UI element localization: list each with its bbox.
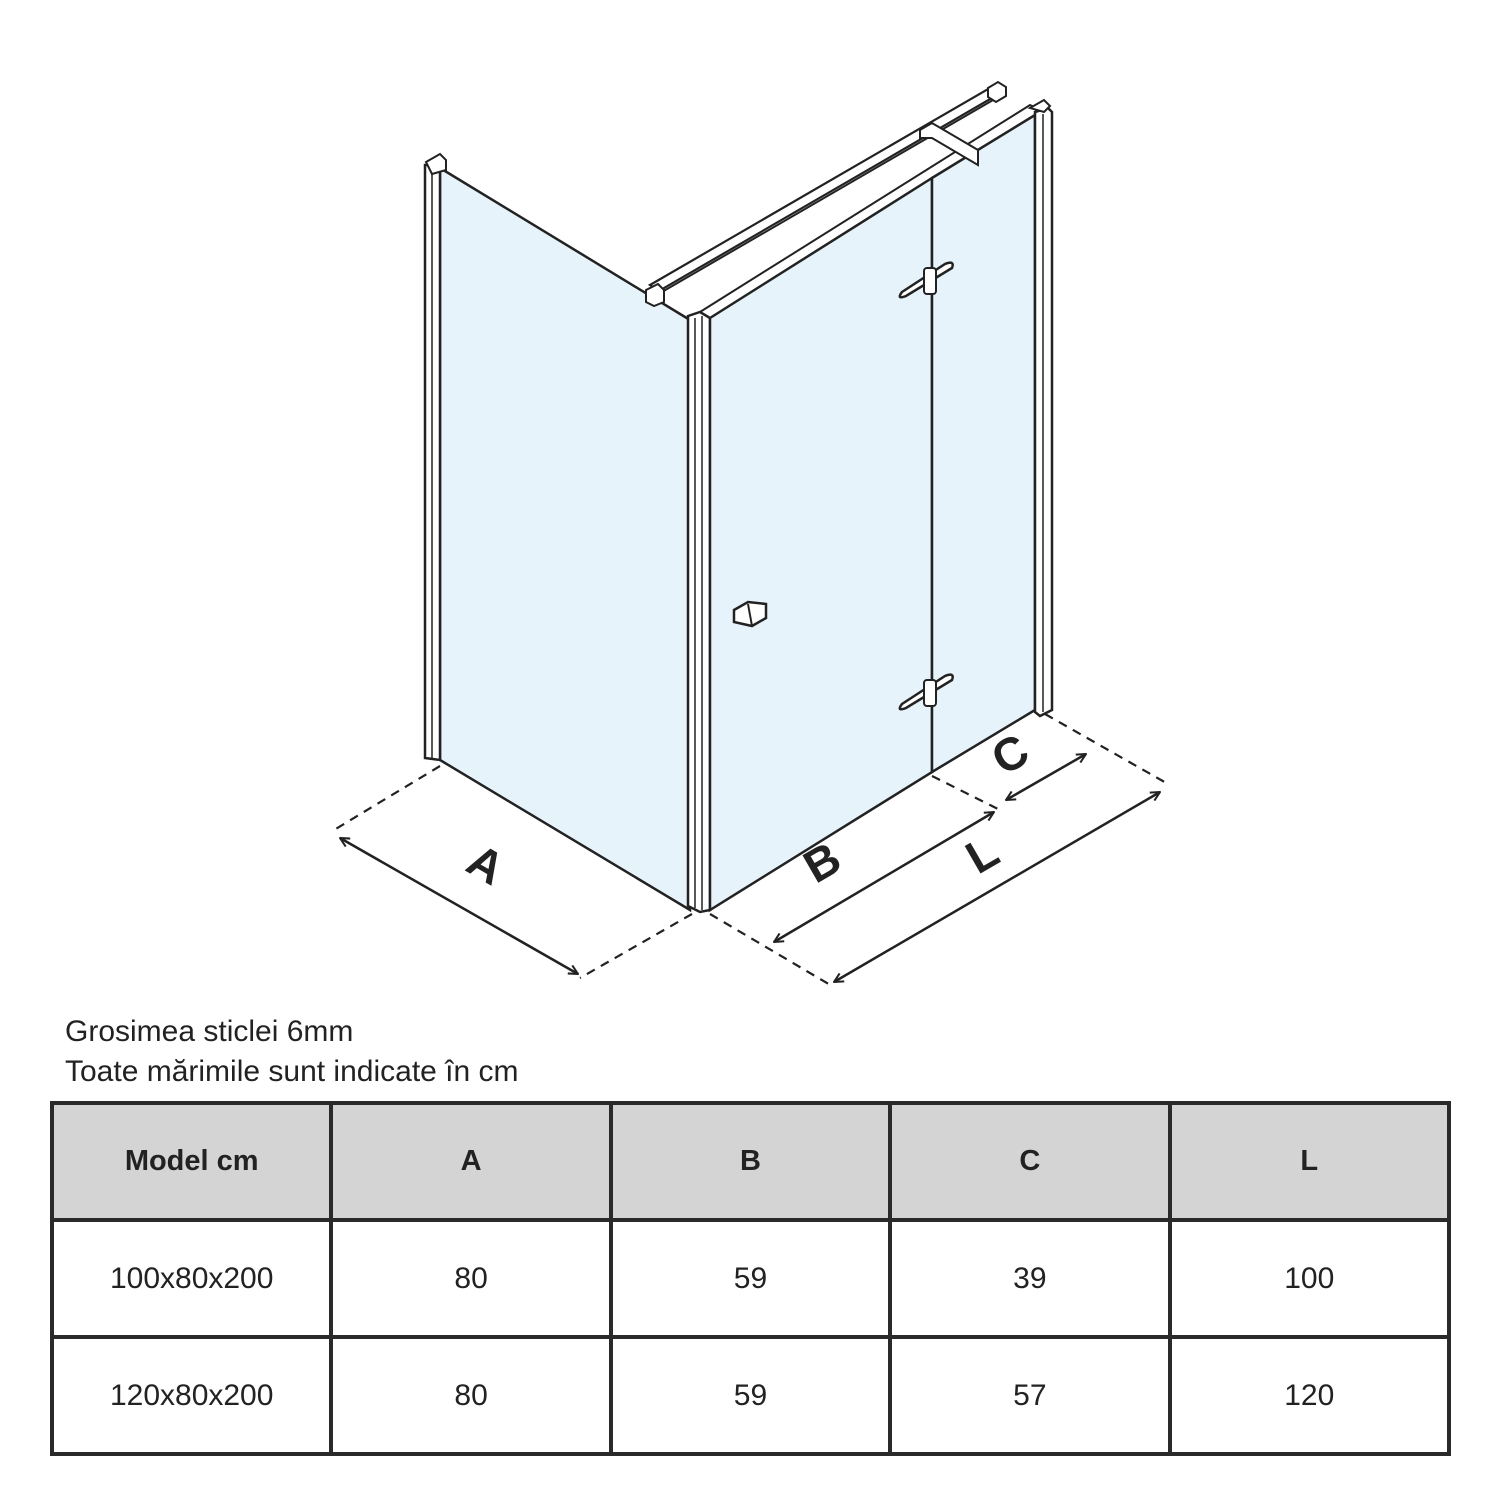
cell-b: 59 — [611, 1337, 890, 1454]
dimension-label-l: L — [956, 824, 1008, 884]
corner-profile — [688, 312, 710, 912]
dimension-label-b: B — [794, 831, 850, 893]
table-row — [52, 1337, 1449, 1454]
dimension-a-arrow — [340, 838, 578, 974]
header-model: Model cm — [52, 1103, 331, 1220]
notes — [65, 1012, 519, 1092]
table-header-row — [52, 1103, 1449, 1220]
header-l: L — [1170, 1103, 1449, 1220]
glass-thickness-note: Grosimea sticlei 6mm — [65, 1015, 354, 1048]
cell-l: 120 — [1170, 1337, 1449, 1454]
dimension-label-a: A — [458, 833, 514, 895]
dimension-l-arrow — [834, 792, 1160, 982]
header-b: B — [611, 1103, 890, 1220]
table-row — [52, 1220, 1449, 1337]
dimensions-table — [50, 1101, 1451, 1456]
cell-a: 80 — [331, 1220, 610, 1337]
units-note: Toate mărimile sunt indicate în cm — [65, 1055, 519, 1088]
cell-l: 100 — [1170, 1220, 1449, 1337]
side-glass-panel — [425, 154, 690, 910]
cell-a: 80 — [331, 1337, 610, 1454]
cell-model: 120x80x200 — [52, 1337, 331, 1454]
cell-b: 59 — [611, 1220, 890, 1337]
cell-c: 39 — [890, 1220, 1169, 1337]
header-c: C — [890, 1103, 1169, 1220]
header-a: A — [331, 1103, 610, 1220]
cell-c: 57 — [890, 1337, 1169, 1454]
dimension-label-c: C — [982, 723, 1038, 785]
cell-model: 100x80x200 — [52, 1220, 331, 1337]
